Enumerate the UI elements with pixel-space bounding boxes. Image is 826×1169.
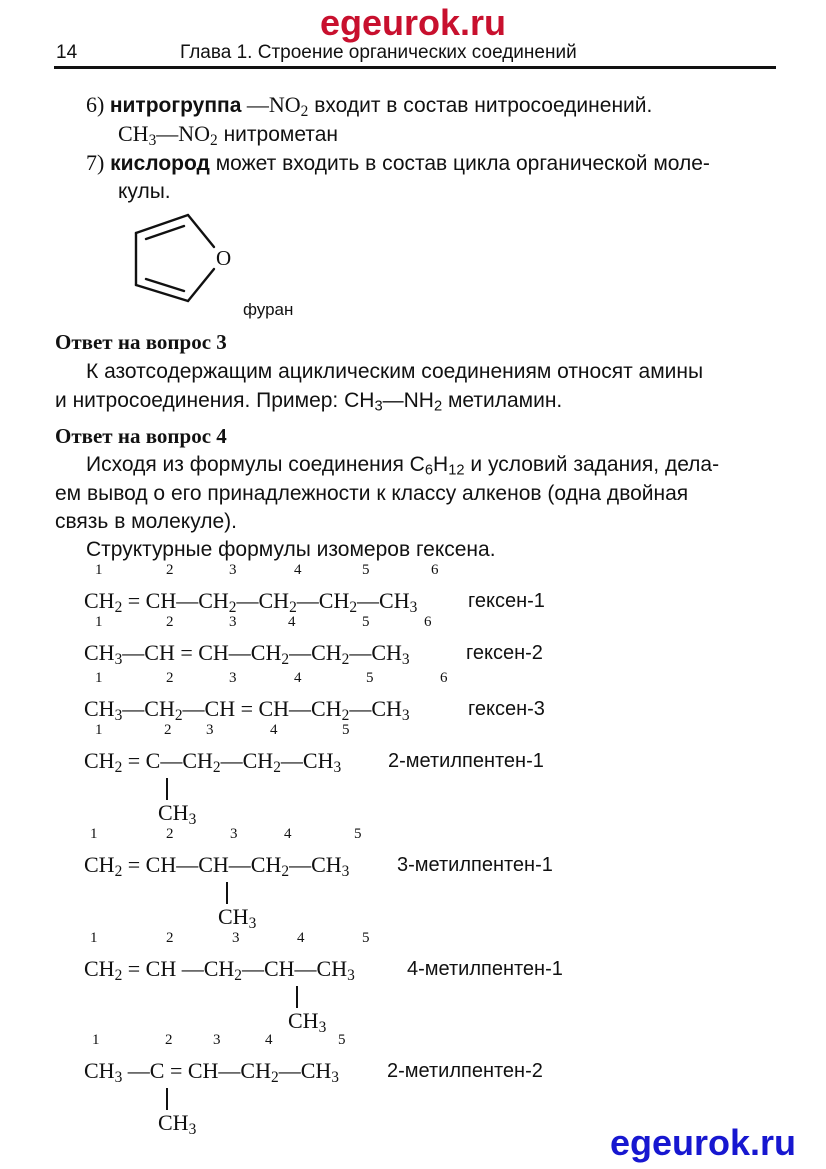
item-number: 6) xyxy=(86,92,105,117)
isomer-formula: $CH_2$ = $CH—CH—CH_2—CH_3$ xyxy=(84,852,350,880)
isomer-name: гексен-1 xyxy=(468,590,545,612)
chapter-title: Глава 1. Строение органических соединений xyxy=(180,42,577,63)
carbon-number: 1 xyxy=(92,1032,100,1048)
carbon-number: 4 xyxy=(288,614,296,630)
carbon-number: 2 xyxy=(166,614,174,630)
methyl-branch: $CH_3$ xyxy=(288,1008,327,1036)
carbon-number: 5 xyxy=(338,1032,346,1048)
carbon-number: 1 xyxy=(95,562,103,578)
carbon-number: 5 xyxy=(362,930,370,946)
carbon-number: 5 xyxy=(362,562,370,578)
branch-bond xyxy=(166,1088,168,1110)
carbon-number: 5 xyxy=(366,670,374,686)
isomer-formula: $CH_3$ —C = $CH—CH_2—CH_3$ xyxy=(84,1058,339,1086)
term-oxygen: кислород xyxy=(110,152,210,175)
isomer-formula: $CH_3—CH$ = $CH—CH_2—CH_2—CH_3$ xyxy=(84,640,410,668)
answer-4-line-4: Структурные формулы изомеров гексена. xyxy=(86,538,496,561)
carbon-number: 2 xyxy=(166,562,174,578)
answer-3-title: Ответ на вопрос 3 xyxy=(55,330,227,354)
isomer-formula: $CH_2$ = CH $—CH_2—CH—CH_3$ xyxy=(84,956,355,984)
nitromethane-example: $CH_3—NO_2$ нитрометан xyxy=(118,121,338,149)
isomer-name: 4-метилпентен-1 xyxy=(407,958,563,980)
carbon-number: 3 xyxy=(229,670,237,686)
carbon-number: 3 xyxy=(229,562,237,578)
term-nitrogroup: нитрогруппа xyxy=(109,94,242,117)
item-7-line-2: кулы. xyxy=(118,180,171,203)
answer-4-line-1: Исходя из формулы соединения $C_6H_{12}$ и условий задания, дела- xyxy=(86,453,720,479)
branch-bond xyxy=(296,986,298,1008)
carbon-number: 5 xyxy=(342,722,350,738)
header-rule xyxy=(54,66,776,69)
answer-3-line-1: К азотсодержащим ациклическим соединениям относят амины xyxy=(86,360,704,383)
carbon-number: 1 xyxy=(90,930,98,946)
site-watermark-top: egeurok.ru xyxy=(319,2,507,43)
answer-3-line-2: и нитросоединения. Пример: $CH_3—NH_2$ метиламин. xyxy=(55,389,563,415)
carbon-number: 3 xyxy=(206,722,214,738)
isomer-name: 2-метилпентен-1 xyxy=(388,750,544,772)
answer-4-title: Ответ на вопрос 4 xyxy=(55,424,227,448)
isomer-name: гексен-2 xyxy=(466,642,543,664)
carbon-number: 4 xyxy=(284,826,292,842)
carbon-number: 1 xyxy=(95,670,103,686)
answer-4-line-2: ем вывод о его принадлежности к классу алкенов (одна двойная xyxy=(55,482,689,505)
methyl-branch: $CH_3$ xyxy=(158,1110,197,1138)
branch-bond xyxy=(166,778,168,800)
isomer-name: 2-метилпентен-2 xyxy=(387,1060,543,1082)
carbon-number: 4 xyxy=(294,670,302,686)
isomer-name: 3-метилпентен-1 xyxy=(397,854,553,876)
methyl-branch: $CH_3$ xyxy=(158,800,197,828)
carbon-number: 1 xyxy=(95,722,103,738)
isomer-formula: $CH_3—CH_2—CH$ = $CH—CH_2—CH_3$ xyxy=(84,696,410,724)
furan-structure xyxy=(120,205,250,315)
carbon-number: 4 xyxy=(294,562,302,578)
carbon-number: 4 xyxy=(297,930,305,946)
branch-bond xyxy=(226,882,228,904)
page-number: 14 xyxy=(56,42,78,63)
carbon-number: 3 xyxy=(229,614,237,630)
isomer-name: гексен-3 xyxy=(468,698,545,720)
carbon-number: 5 xyxy=(362,614,370,630)
carbon-number: 2 xyxy=(166,670,174,686)
site-watermark-bottom: egeurok.ru xyxy=(609,1122,796,1163)
carbon-number: 4 xyxy=(265,1032,273,1048)
furan-label: фуран xyxy=(243,300,294,319)
carbon-number: 3 xyxy=(232,930,240,946)
carbon-number: 4 xyxy=(270,722,278,738)
carbon-number: 2 xyxy=(166,930,174,946)
carbon-number: 1 xyxy=(90,826,98,842)
answer-4-line-3: связь в молекуле). xyxy=(55,510,237,533)
carbon-number: 6 xyxy=(424,614,432,630)
carbon-number: 6 xyxy=(440,670,448,686)
carbon-number: 2 xyxy=(166,826,174,842)
carbon-number: 6 xyxy=(431,562,439,578)
carbon-number: 3 xyxy=(230,826,238,842)
carbon-number: 2 xyxy=(165,1032,173,1048)
methyl-branch: $CH_3$ xyxy=(218,904,257,932)
isomer-formula: $CH_2$ = $CH—CH_2—CH_2—CH_2—CH_3$ xyxy=(84,588,418,616)
oxygen-atom: O xyxy=(216,246,232,270)
carbon-number: 5 xyxy=(354,826,362,842)
item-7: 7) кислород может входить в состав цикла органической моле- xyxy=(86,150,710,175)
isomer-formula: $CH_2$ = $C—CH_2—CH_2—CH_3$ xyxy=(84,748,342,776)
carbon-number: 1 xyxy=(95,614,103,630)
item-6: 6) нитрогруппа $—NO_2$ входит в состав нитросоединений. xyxy=(86,92,653,120)
item-number: 7) xyxy=(86,150,105,175)
carbon-number: 2 xyxy=(164,722,172,738)
carbon-number: 3 xyxy=(213,1032,221,1048)
